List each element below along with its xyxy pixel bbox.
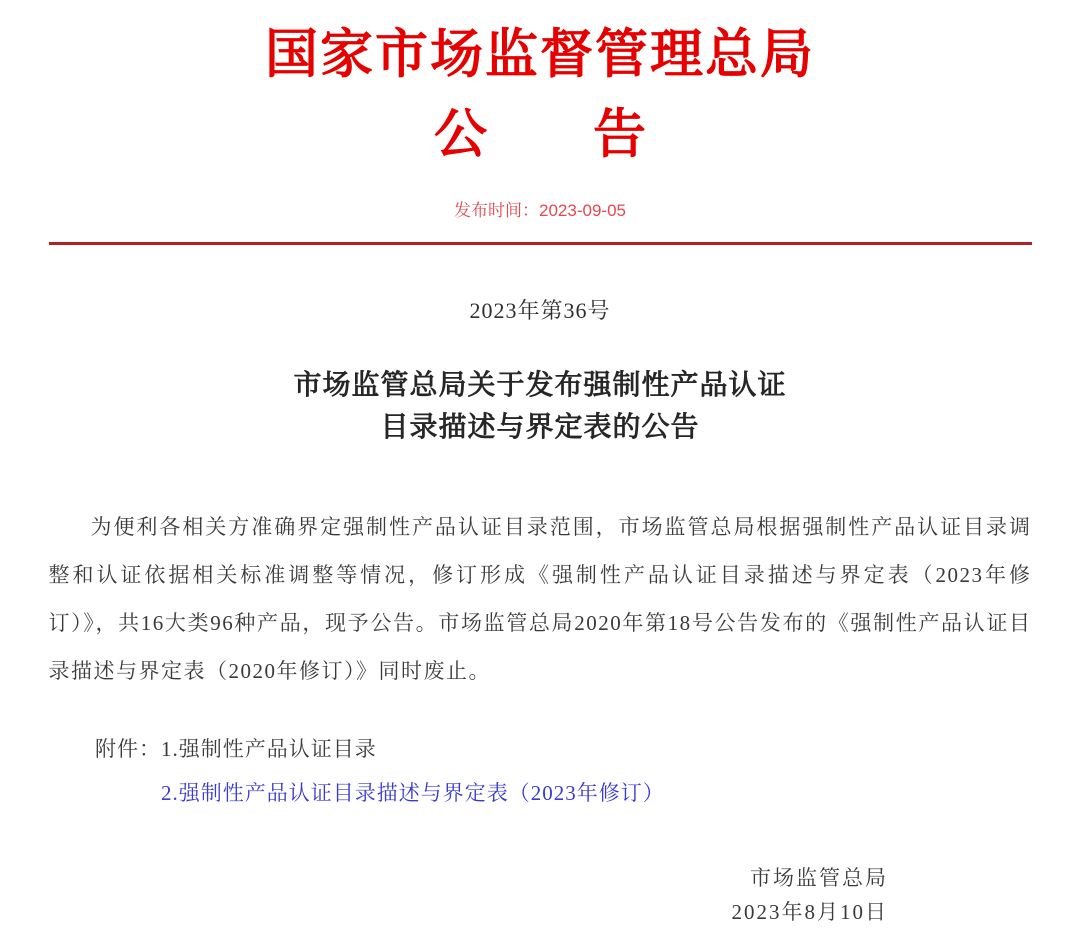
attachments-label: 附件： bbox=[95, 736, 161, 761]
document-title bbox=[0, 365, 1080, 449]
attachments-section bbox=[95, 727, 1080, 815]
attachment-item-1: 1.强制性产品认证目录 bbox=[161, 736, 377, 761]
publish-time: 发布时间：2023-09-05 bbox=[454, 200, 626, 220]
notice-type-title: 公 告 bbox=[434, 105, 646, 164]
agency-masthead-title: 国家市场监督管理总局 bbox=[265, 26, 815, 84]
document-number: 2023年第36号 bbox=[469, 297, 611, 323]
signature-date: 2023年8月10日 bbox=[731, 899, 888, 924]
document-title-line1: 市场监管总局关于发布强制性产品认证 bbox=[293, 369, 787, 401]
signature-org: 市场监管总局 bbox=[750, 865, 888, 890]
attachment-item-2-link[interactable]: 2.强制性产品认证目录描述与界定表（2023年修订） bbox=[161, 780, 665, 805]
attachment-row-1 bbox=[95, 727, 1080, 771]
document-title-line2: 目录描述与界定表的公告 bbox=[380, 411, 700, 443]
body-paragraph: 为便利各相关方准确界定强制性产品认证目录范围，市场监管总局根据强制性产品认证目录调整和认证依据相关标准调整等情况，修订形成《强制性产品认证目录描述与界定表（2023年修订）》，共16大类96种产品，现予公告。市场监管总局2020年第18号公告发布的《强制性产品认证目录描述与界定表（2020年修订）》同时废止。 bbox=[48, 514, 1032, 683]
attachment-row-2 bbox=[95, 771, 1080, 815]
signature-block bbox=[0, 861, 1080, 929]
divider-line bbox=[49, 242, 1032, 245]
